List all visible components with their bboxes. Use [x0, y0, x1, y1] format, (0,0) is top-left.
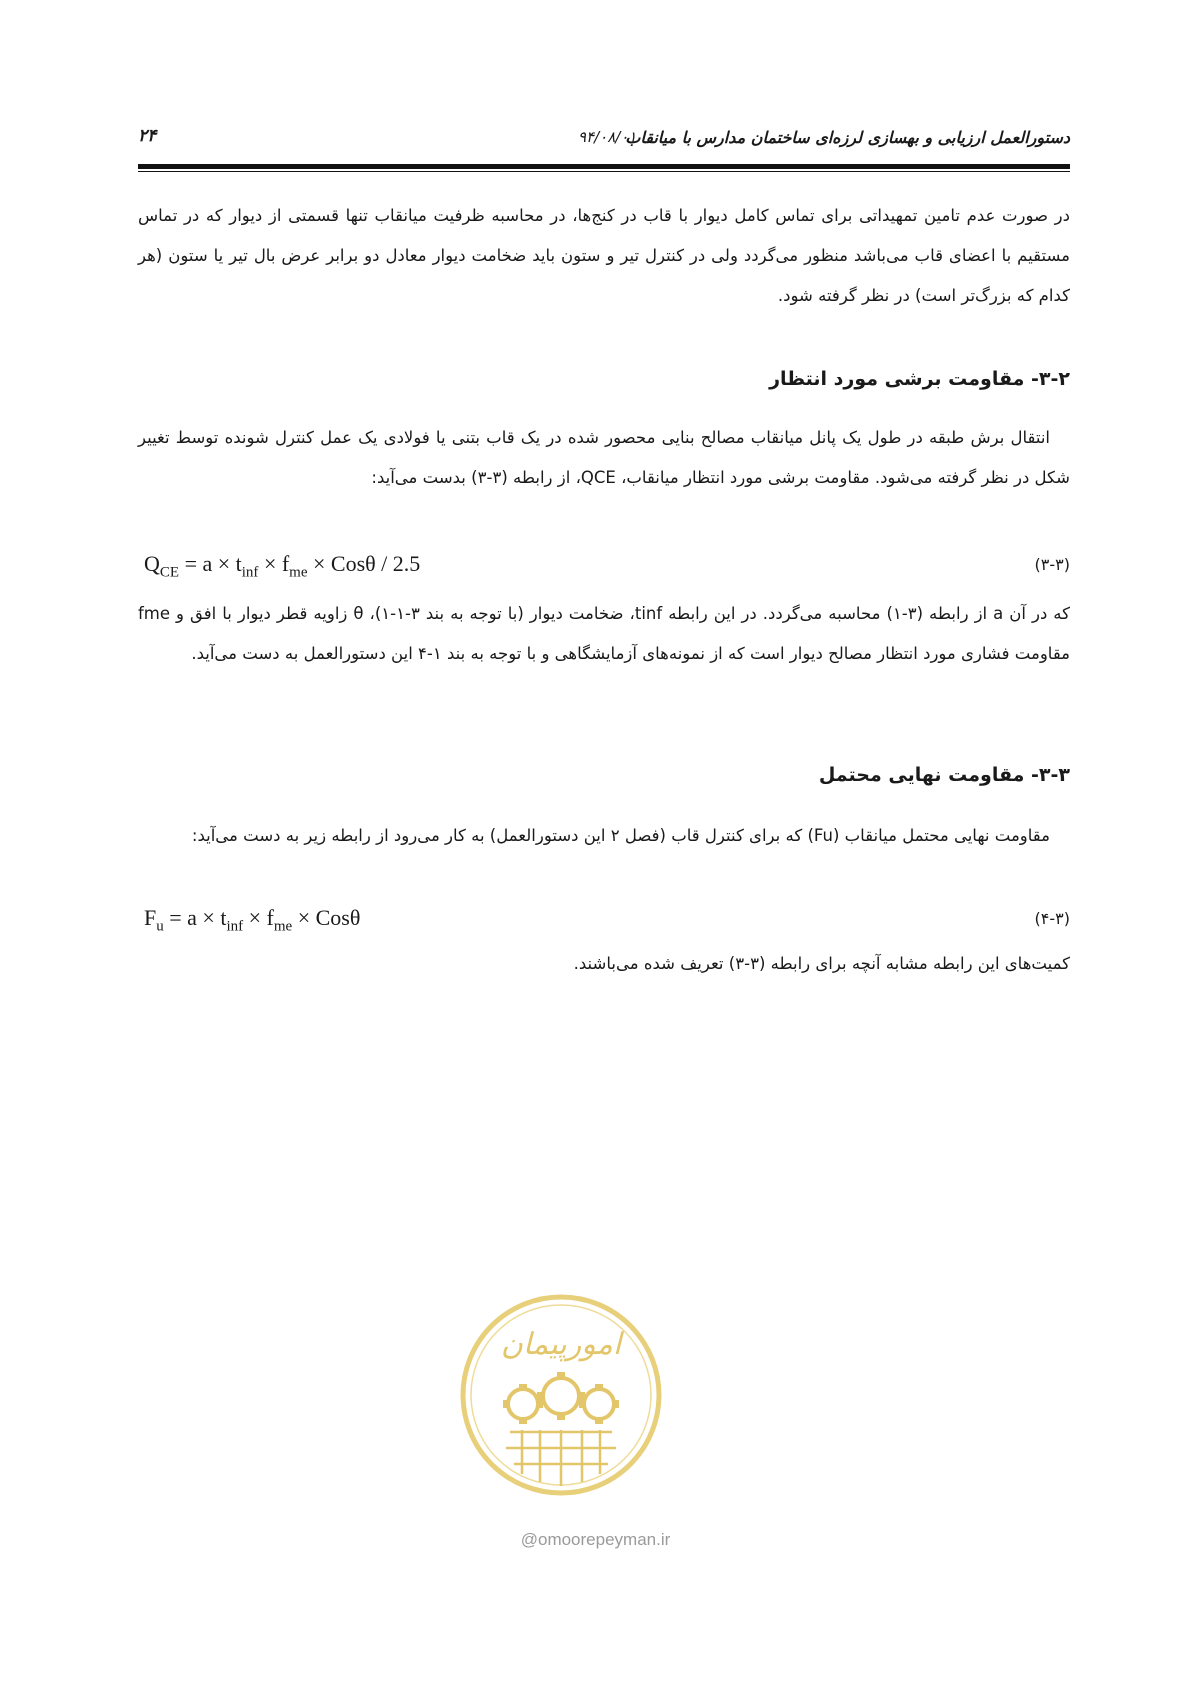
at-icon: @ [520, 1530, 538, 1549]
section-heading-3-2: ۳-۲- مقاومت برشی مورد انتظار [769, 368, 1070, 390]
equation-3-3-number: (۳-۳) [1034, 555, 1070, 574]
watermark-website: @omoorepeyman.ir [520, 1530, 671, 1549]
section-3-3-paragraph: مقاومت نهایی محتمل میانقاب (Fu) که برای کنترل قاب (فصل ۲ این دستورالعمل) به کار می‌رود از رابطه زیر به دست می‌آید: [191, 826, 1050, 845]
section-3-3-explanation: کمیت‌های این رابطه مشابه آنچه برای رابطه (۳-۳) تعریف شده می‌باشند. [573, 954, 1070, 973]
header-rule-thick [138, 164, 1070, 169]
header-title: دستورالعمل ارزیابی و بهسازی لرزه‌ای ساختمان مدارس با میانقاب [625, 128, 1070, 147]
header-rule-thin [138, 171, 1070, 172]
watermark-seal-icon [458, 1292, 664, 1498]
equation-3-4 [138, 905, 1070, 939]
section-3-2-explanation: که در آن a از رابطه (۳-۱) محاسبه می‌گردد. در این رابطه tinf، ضخامت دیوار (با توجه به بند ۳-۱-۱)، θ زاویه قطر دیوار با افق و fme مقاومت فشاری مورد انتظار مصالح دیوار است که از نمونه‌های آزمایشگاهی و با توجه به بند ۱-۴ این دستورالعمل به دست می‌آید. [138, 604, 1070, 663]
page-number: ۲۴ [138, 126, 157, 146]
page-header [138, 128, 1070, 148]
equation-3-4-number: (۴-۳) [1034, 909, 1070, 928]
seal-logo-text: امورپیمان [500, 1327, 622, 1362]
section-3-2-paragraph: انتقال برش طبقه در طول یک پانل میانقاب مصالح بنایی محصور شده در یک قاب بتنی یا فولادی یک عمل کنترل شونده توسط تغییر شکل در نظر گرفته می‌شود. مقاومت برشی مورد انتظار میانقاب، QCE، از رابطه (۳-۳) بدست می‌آید: [138, 428, 1070, 487]
equation-3-3-formula: $Q_{CE} = a \times t_{inf} \times f_{me} \times Cos\theta / 2.5$ [144, 551, 421, 581]
section-heading-3-3: ۳-۳- مقاومت نهایی محتمل [818, 764, 1070, 786]
equation-3-3 [138, 551, 1070, 585]
header-date: ۹۴/۰۸/۰۱ [578, 128, 637, 146]
intro-paragraph: در صورت عدم تامین تمهیداتی برای تماس کامل دیوار با قاب در کنج‌ها، در محاسبه ظرفیت میانقاب تنها قسمتی از دیوار که در تماس مستقیم با اعضای قاب می‌باشد منظور می‌گردد ولی در کنترل تیر و ستون باید ضخامت دیوار معادل دو برابر عرض بال تیر یا ستون (هر کدام که بزرگ‌تر است) در نظر گرفته شود. [138, 206, 1070, 305]
equation-3-4-formula: $F_u = a \times t_{inf} \times f_{me} \times Cos\theta$ [144, 905, 361, 935]
